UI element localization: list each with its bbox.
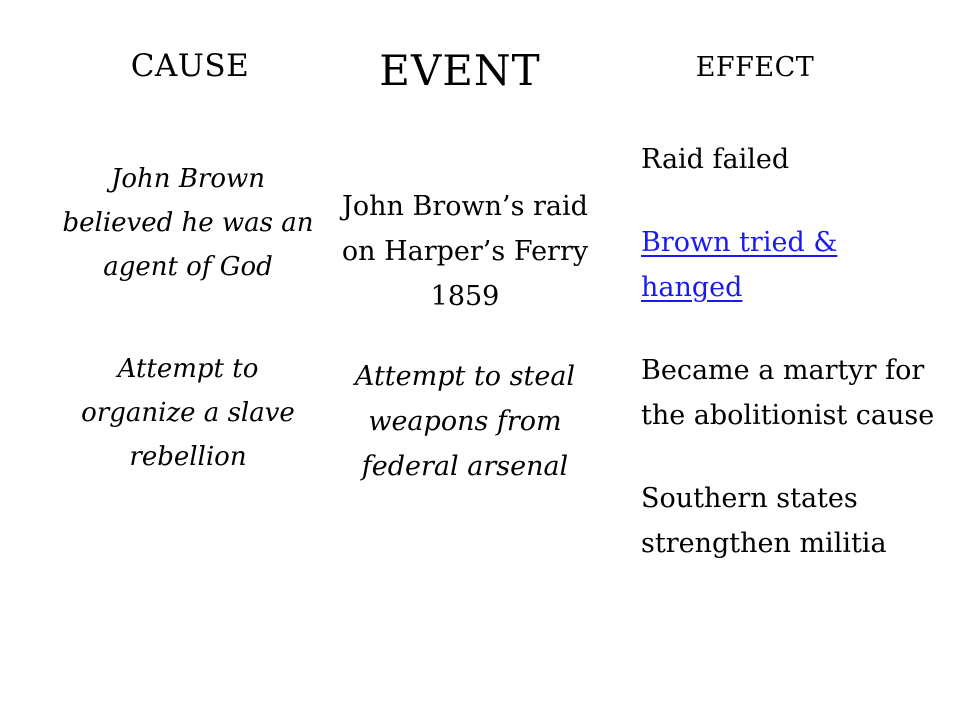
spacer bbox=[330, 319, 600, 354]
spacer bbox=[641, 310, 941, 348]
effect-heading: EFFECT bbox=[695, 52, 815, 83]
event-main: John Brown’s raid on Harper’s Ferry 1859 bbox=[341, 191, 589, 312]
spacer bbox=[62, 289, 314, 347]
cause-item-agent-of-god: John Brown believed he was an agent of God bbox=[62, 164, 314, 282]
event-heading: EVENT bbox=[379, 46, 541, 95]
effect-item-raid-failed: Raid failed bbox=[641, 144, 790, 175]
effect-column bbox=[641, 137, 941, 566]
cause-heading: CAUSE bbox=[130, 48, 250, 84]
cause-column bbox=[62, 157, 314, 479]
effect-link-brown-tried-hanged[interactable]: Brown tried & hanged bbox=[641, 227, 838, 303]
spacer bbox=[641, 182, 941, 220]
cause-item-slave-rebellion: Attempt to organize a slave rebellion bbox=[81, 354, 295, 472]
spacer bbox=[641, 438, 941, 476]
event-detail: Attempt to steal weapons from federal arsenal bbox=[354, 361, 576, 482]
effect-item-militia: Southern states strengthen militia bbox=[641, 483, 887, 559]
event-column bbox=[330, 184, 600, 489]
effect-item-martyr: Became a martyr for the abolitionist cause bbox=[641, 355, 935, 431]
